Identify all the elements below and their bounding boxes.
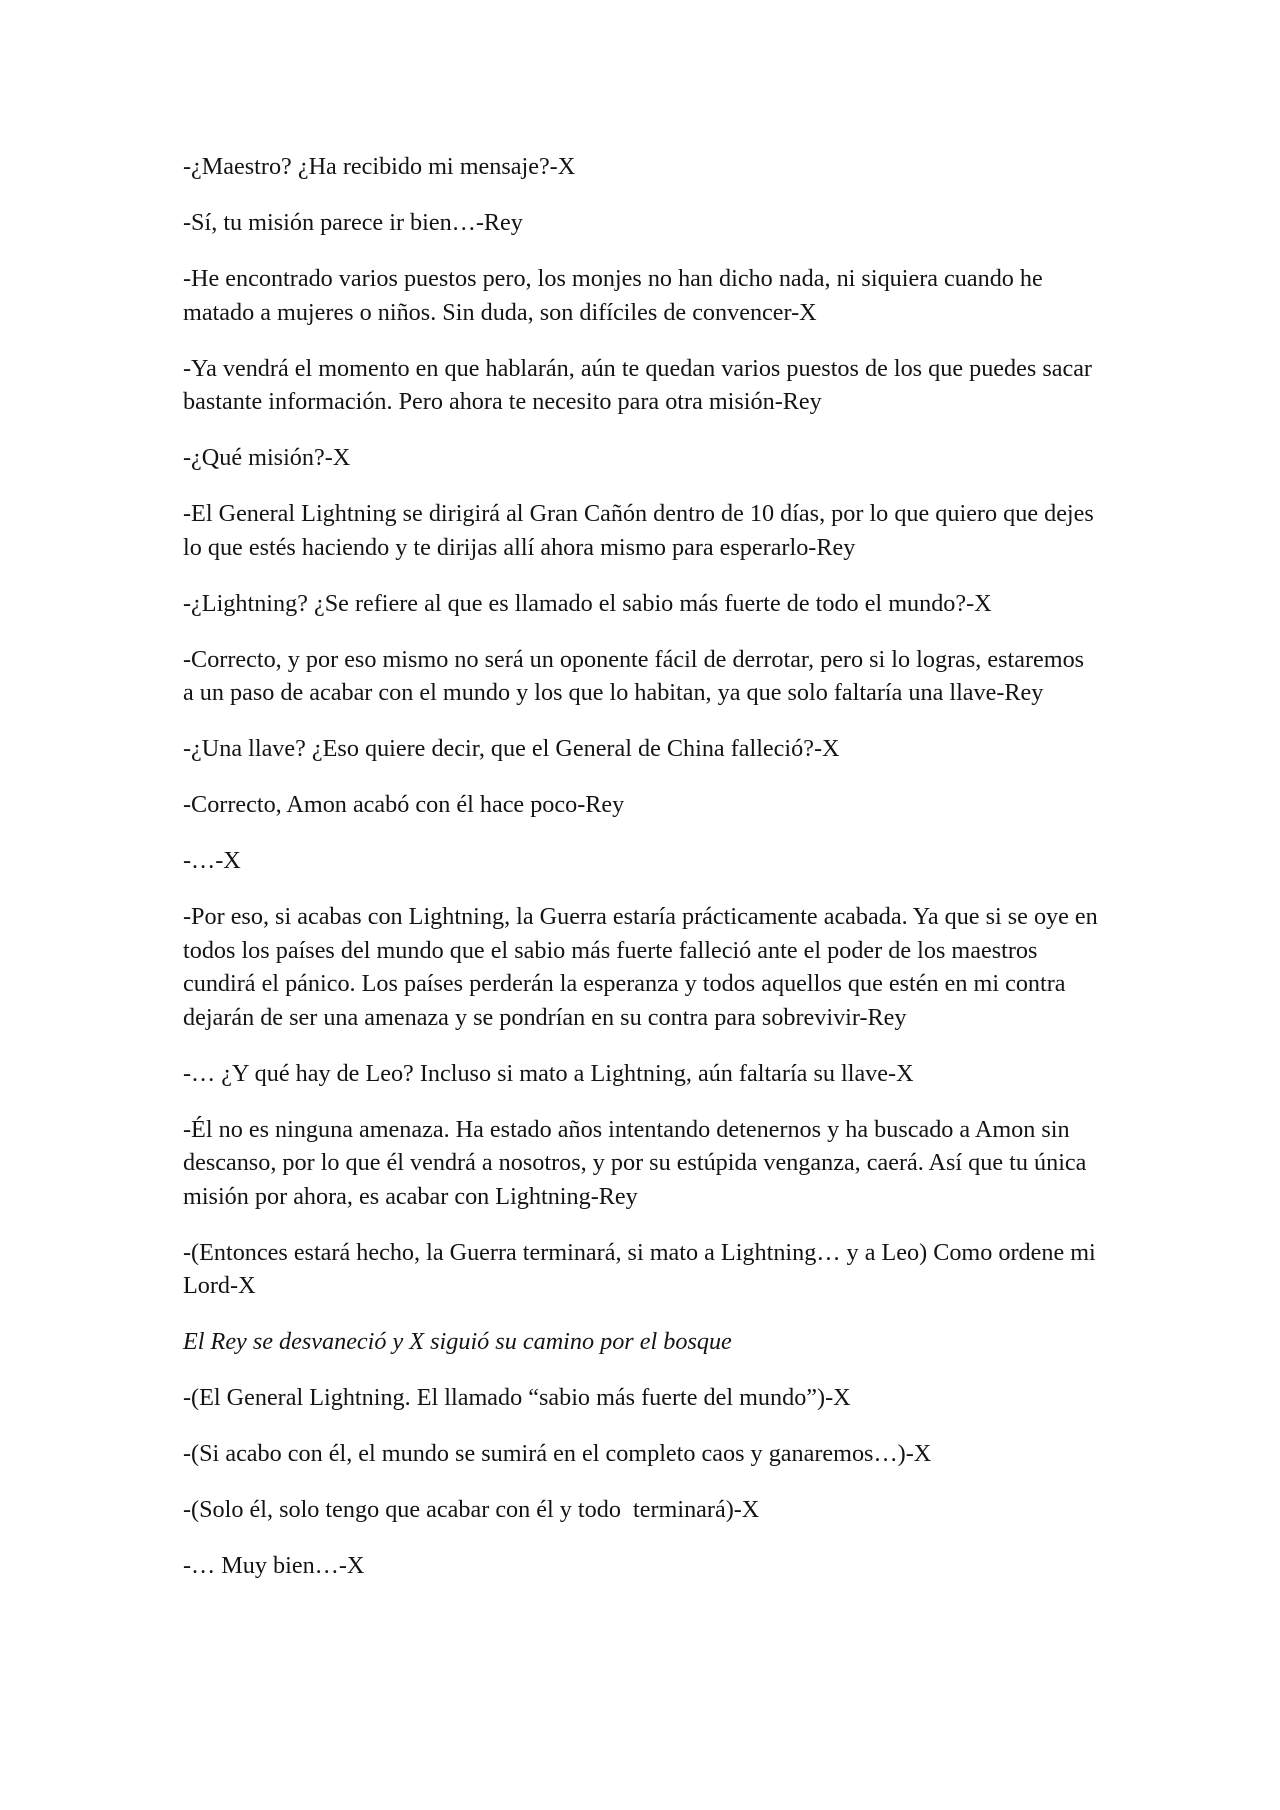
dialogue-paragraph: -…-X — [183, 847, 241, 874]
dialogue-paragraph: -Sí, tu misión parece ir bien…-Rey — [183, 209, 523, 236]
dialogue-paragraph: -¿Maestro? ¿Ha recibido mi mensaje?-X — [183, 153, 576, 180]
dialogue-paragraph: -… ¿Y qué hay de Leo? Incluso si mato a Lightning, aún faltaría su llave-X — [183, 1059, 914, 1087]
dialogue-paragraph: -(El General Lightning. El llamado “sabio más fuerte del mundo”)-X — [183, 1384, 851, 1411]
dialogue-paragraph: -Por eso, si acabas con Lightning, la Guerra estaría prácticamente acabada. Ya que si se oye en todos los países del mundo que el sabio más fuerte falleció ante el poder de los maestros cundirá el pánico. Los países perderán la esperanza y todos aquellos que estén en mi contra dejarán de ser una amenaza y se pondrían en su contra para sobrevivir-Rey — [183, 903, 1104, 1031]
dialogue-paragraph: -Correcto, Amon acabó con él hace poco-Rey — [183, 791, 625, 818]
dialogue-paragraph: -… Muy bien…-X — [183, 1552, 365, 1579]
narration-paragraph: El Rey se desvaneció y X siguió su camino por el bosque — [183, 1328, 732, 1355]
dialogue-paragraph: -(Entonces estará hecho, la Guerra terminará, si mato a Lightning… y a Leo) Como ordene mi Lord-X — [183, 1238, 1102, 1299]
dialogue-paragraph: -Ya vendrá el momento en que hablarán, aún te quedan varios puestos de los que puedes sacar bastante información. Pero ahora te necesito para otra misión-Rey — [183, 354, 1099, 415]
dialogue-paragraph: -¿Qué misión?-X — [183, 444, 351, 471]
dialogue-paragraph: -(Si acabo con él, el mundo se sumirá en el completo caos y ganaremos…)-X — [183, 1440, 932, 1467]
dialogue-paragraph: -¿Lightning? ¿Se refiere al que es llamado el sabio más fuerte de todo el mundo?-X — [183, 589, 992, 617]
dialogue-paragraph: -(Solo él, solo tengo que acabar con él y todo terminará)-X — [183, 1496, 760, 1523]
document-body — [183, 150, 1104, 1605]
dialogue-paragraph: -El General Lightning se dirigirá al Gran Cañón dentro de 10 días, por lo que quiero que dejes lo que estés haciendo y te dirijas allí ahora mismo para esperarlo-Rey — [183, 500, 1100, 561]
dialogue-paragraph: -Correcto, y por eso mismo no será un oponente fácil de derrotar, pero si lo logras, estaremos a un paso de acabar con el mundo y los que lo habitan, ya que solo faltaría una llave-Rey — [183, 645, 1091, 706]
dialogue-paragraph: -He encontrado varios puestos pero, los monjes no han dicho nada, ni siquiera cuando he matado a mujeres o niños. Sin duda, son difíciles de convencer-X — [183, 265, 1049, 326]
dialogue-paragraph: -Él no es ninguna amenaza. Ha estado años intentando detenernos y ha buscado a Amon sin descanso, por lo que él vendrá a nosotros, y por su estúpida venganza, caerá. Así que tu única misión por ahora, es acabar con Lightning-Rey — [183, 1115, 1093, 1210]
dialogue-paragraph: -¿Una llave? ¿Eso quiere decir, que el General de China falleció?-X — [183, 735, 840, 762]
